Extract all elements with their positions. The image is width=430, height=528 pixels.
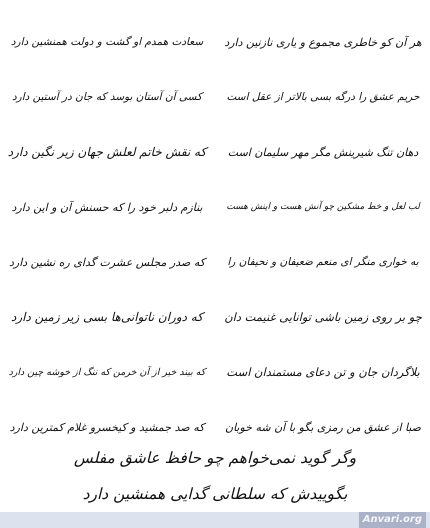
first-hemistich: دهان تنگ شیرینش مگر مهر سلیمان است xyxy=(227,145,419,159)
first-hemistich: چو بر روی زمین باشی توانایی غنیمت دان xyxy=(224,310,422,324)
watermark: Anvari.org xyxy=(359,512,426,528)
closing-second-hemistich: بگوییدش که سلطانی گدایی همنشین دارد xyxy=(82,485,348,503)
second-hemistich: سعادت همدم او گشت و دولت همنشین دارد xyxy=(10,36,204,48)
first-hemistich: صبا از عشق من رمزی بگو با آن شه خوبان xyxy=(225,420,422,434)
first-hemistich: لب لعل و خط مشکین چو آنش هست و اینش هست xyxy=(226,202,420,212)
first-hemistich: بلاگردان جان و تن دعای مستمندان است xyxy=(226,365,420,379)
footer-bar xyxy=(0,512,430,528)
couplet-row xyxy=(0,297,430,337)
second-hemistich: که نقش خاتم لعلش جهان زیر نگین دارد xyxy=(7,145,207,159)
second-hemistich: که صدر مجلس عشرت گدای ره نشین دارد xyxy=(9,255,205,269)
couplet-row xyxy=(0,187,430,227)
second-hemistich: که بیند خیر از آن خرمن که ننگ از خوشه چین دارد xyxy=(8,366,206,378)
couplet-row xyxy=(0,242,430,282)
second-hemistich: که صد جمشید و کیخسرو غلام کمترین دارد xyxy=(9,420,205,434)
first-hemistich: هر آن کو خاطری مجموع و یاری نازنین دارد xyxy=(224,35,422,49)
couplet-row xyxy=(0,132,430,172)
first-hemistich: به خواری منگر ای منعم ضعیفان و نحیفان را xyxy=(227,256,419,268)
second-hemistich: کسی آن آستان بوسد که جان در آستین دارد xyxy=(11,91,203,103)
closing-first-hemistich: وگر گوید نمی‌خواهم چو حافظ عاشق مفلس xyxy=(73,449,357,467)
second-hemistich: که دوران ناتوانی‌ها بسی زیر زمین دارد xyxy=(11,310,203,324)
second-hemistich: بنازم دلبر خود را که حسنش آن و این دارد xyxy=(11,200,203,214)
first-hemistich: حریم عشق را درگه بسی بالاتر از عقل است xyxy=(226,91,420,103)
couplet-row xyxy=(0,22,430,62)
couplet-row xyxy=(0,352,430,392)
couplet-row xyxy=(0,77,430,117)
